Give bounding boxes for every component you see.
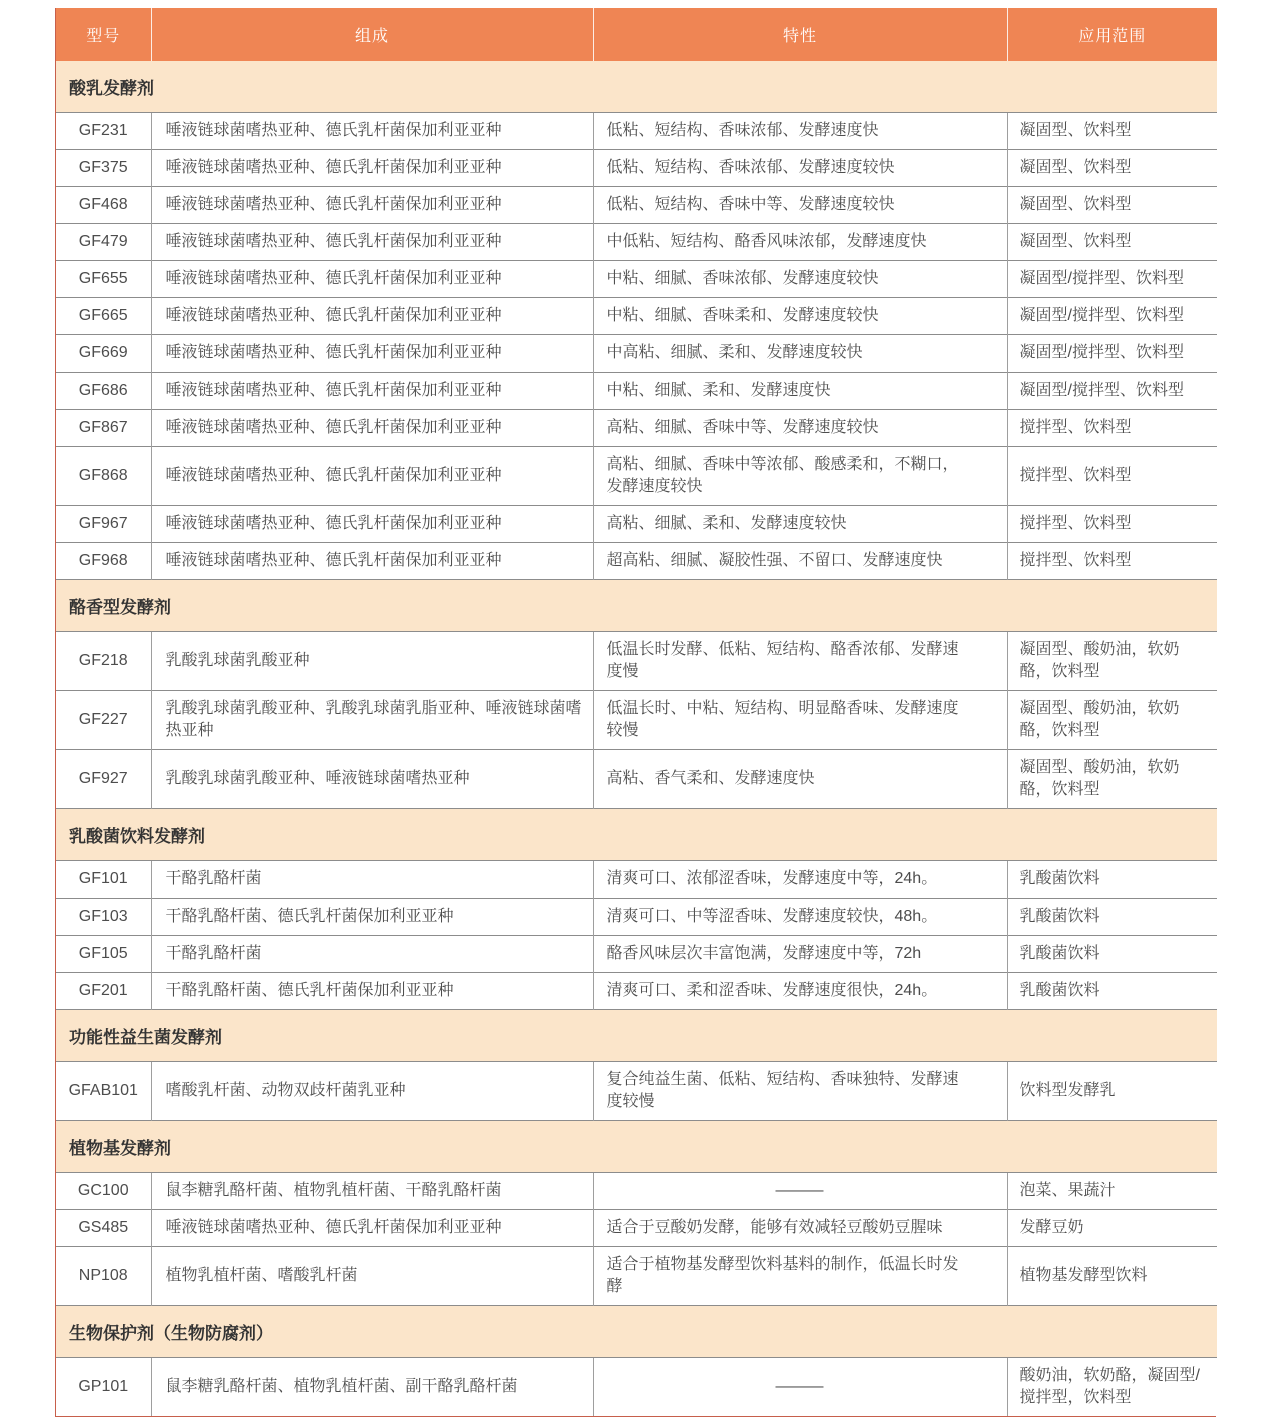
table-body [56, 61, 1217, 1416]
table-row [56, 224, 1217, 261]
composition-cell: 唾液链球菌嗜热亚种、德氏乳杆菌保加利亚亚种 [151, 261, 593, 298]
application-cell: 搅拌型、饮料型 [1007, 542, 1217, 579]
composition-cell: 干酪乳酪杆菌 [151, 935, 593, 972]
model-cell: GF868 [56, 446, 151, 505]
table-row [56, 898, 1217, 935]
model-cell: GF686 [56, 372, 151, 409]
composition-cell: 鼠李糖乳酪杆菌、植物乳植杆菌、干酪乳酪杆菌 [151, 1172, 593, 1209]
table-row [56, 187, 1217, 224]
table-row [56, 505, 1217, 542]
table-row [56, 1358, 1217, 1417]
application-cell: 乳酸菌饮料 [1007, 935, 1217, 972]
table-row [56, 935, 1217, 972]
composition-cell: 唾液链球菌嗜热亚种、德氏乳杆菌保加利亚亚种 [151, 150, 593, 187]
section-title: 功能性益生菌发酵剂 [56, 1009, 1217, 1061]
traits-cell: 中粘、细腻、香味浓郁、发酵速度较快 [593, 261, 1007, 298]
model-cell: GF218 [56, 632, 151, 691]
model-cell: GC100 [56, 1172, 151, 1209]
section-row [56, 61, 1217, 113]
section-row [56, 1120, 1217, 1172]
section-row [56, 1306, 1217, 1358]
table-row [56, 861, 1217, 898]
composition-cell: 干酪乳酪杆菌、德氏乳杆菌保加利亚亚种 [151, 972, 593, 1009]
table-row [56, 691, 1217, 750]
composition-cell: 乳酸乳球菌乳酸亚种、唾液链球菌嗜热亚种 [151, 750, 593, 809]
table-row [56, 335, 1217, 372]
composition-cell: 乳酸乳球菌乳酸亚种 [151, 632, 593, 691]
composition-cell: 乳酸乳球菌乳酸亚种、乳酸乳球菌乳脂亚种、唾液链球菌嗜热亚种 [151, 691, 593, 750]
application-cell: 搅拌型、饮料型 [1007, 409, 1217, 446]
traits-cell: 低温长时发酵、低粘、短结构、酪香浓郁、发酵速度慢 [593, 632, 1007, 691]
application-cell: 凝固型、饮料型 [1007, 224, 1217, 261]
traits-cell: 清爽可口、中等涩香味、发酵速度较快，48h。 [593, 898, 1007, 935]
traits-cell: 中低粘、短结构、酪香风味浓郁，发酵速度快 [593, 224, 1007, 261]
model-cell: GF105 [56, 935, 151, 972]
table-row [56, 542, 1217, 579]
traits-cell: 清爽可口、柔和涩香味、发酵速度很快，24h。 [593, 972, 1007, 1009]
application-cell: 凝固型/搅拌型、饮料型 [1007, 298, 1217, 335]
section-title: 乳酸菌饮料发酵剂 [56, 809, 1217, 861]
application-cell: 凝固型/搅拌型、饮料型 [1007, 372, 1217, 409]
application-cell: 凝固型/搅拌型、饮料型 [1007, 261, 1217, 298]
traits-cell: 适合于植物基发酵型饮料基料的制作，低温长时发酵 [593, 1247, 1007, 1306]
model-cell: GF967 [56, 505, 151, 542]
composition-cell: 干酪乳酪杆菌 [151, 861, 593, 898]
table-row [56, 1172, 1217, 1209]
traits-cell: 复合纯益生菌、低粘、短结构、香味独特、发酵速度较慢 [593, 1061, 1007, 1120]
traits-cell: ——— [593, 1358, 1007, 1417]
traits-cell: 高粘、细腻、香味中等、发酵速度较快 [593, 409, 1007, 446]
traits-cell: 中高粘、细腻、柔和、发酵速度较快 [593, 335, 1007, 372]
composition-cell: 唾液链球菌嗜热亚种、德氏乳杆菌保加利亚亚种 [151, 372, 593, 409]
composition-cell: 鼠李糖乳酪杆菌、植物乳植杆菌、副干酪乳酪杆菌 [151, 1358, 593, 1417]
traits-cell: 高粘、细腻、柔和、发酵速度较快 [593, 505, 1007, 542]
composition-cell: 唾液链球菌嗜热亚种、德氏乳杆菌保加利亚亚种 [151, 542, 593, 579]
model-cell: GF468 [56, 187, 151, 224]
traits-cell: 低粘、短结构、香味中等、发酵速度较快 [593, 187, 1007, 224]
model-cell: GF867 [56, 409, 151, 446]
composition-cell: 唾液链球菌嗜热亚种、德氏乳杆菌保加利亚亚种 [151, 298, 593, 335]
traits-cell: ——— [593, 1172, 1007, 1209]
table-row [56, 446, 1217, 505]
column-header-model: 型号 [56, 8, 151, 61]
model-cell: GF669 [56, 335, 151, 372]
traits-cell: 低粘、短结构、香味浓郁、发酵速度较快 [593, 150, 1007, 187]
table-row [56, 261, 1217, 298]
fermentation-agents-table [56, 8, 1217, 1416]
composition-cell: 唾液链球菌嗜热亚种、德氏乳杆菌保加利亚亚种 [151, 446, 593, 505]
traits-cell: 适合于豆酸奶发酵，能够有效减轻豆酸奶豆腥味 [593, 1210, 1007, 1247]
traits-cell: 中粘、细腻、香味柔和、发酵速度较快 [593, 298, 1007, 335]
section-row [56, 580, 1217, 632]
product-catalog-table [55, 8, 1216, 1417]
table-row [56, 1247, 1217, 1306]
composition-cell: 嗜酸乳杆菌、动物双歧杆菌乳亚种 [151, 1061, 593, 1120]
application-cell: 凝固型、饮料型 [1007, 113, 1217, 150]
application-cell: 泡菜、果蔬汁 [1007, 1172, 1217, 1209]
table-row [56, 113, 1217, 150]
section-row [56, 1009, 1217, 1061]
section-title: 生物保护剂（生物防腐剂） [56, 1306, 1217, 1358]
application-cell: 凝固型、酸奶油，软奶酪，饮料型 [1007, 691, 1217, 750]
traits-cell: 高粘、细腻、香味中等浓郁、酸感柔和，不糊口，发酵速度较快 [593, 446, 1007, 505]
traits-cell: 超高粘、细腻、凝胶性强、不留口、发酵速度快 [593, 542, 1007, 579]
table-row [56, 409, 1217, 446]
column-header-application: 应用范围 [1007, 8, 1217, 61]
model-cell: GF968 [56, 542, 151, 579]
application-cell: 凝固型、饮料型 [1007, 150, 1217, 187]
application-cell: 发酵豆奶 [1007, 1210, 1217, 1247]
model-cell: GP101 [56, 1358, 151, 1417]
table-row [56, 972, 1217, 1009]
model-cell: GF231 [56, 113, 151, 150]
traits-cell: 低温长时、中粘、短结构、明显酪香味、发酵速度较慢 [593, 691, 1007, 750]
model-cell: GF201 [56, 972, 151, 1009]
composition-cell: 唾液链球菌嗜热亚种、德氏乳杆菌保加利亚亚种 [151, 409, 593, 446]
application-cell: 凝固型、饮料型 [1007, 187, 1217, 224]
model-cell: GF927 [56, 750, 151, 809]
application-cell: 乳酸菌饮料 [1007, 972, 1217, 1009]
composition-cell: 唾液链球菌嗜热亚种、德氏乳杆菌保加利亚亚种 [151, 224, 593, 261]
model-cell: GFAB101 [56, 1061, 151, 1120]
application-cell: 凝固型、酸奶油，软奶酪，饮料型 [1007, 750, 1217, 809]
composition-cell: 植物乳植杆菌、嗜酸乳杆菌 [151, 1247, 593, 1306]
table-row [56, 150, 1217, 187]
table-row [56, 298, 1217, 335]
model-cell: GF655 [56, 261, 151, 298]
application-cell: 植物基发酵型饮料 [1007, 1247, 1217, 1306]
model-cell: NP108 [56, 1247, 151, 1306]
traits-cell: 清爽可口、浓郁涩香味，发酵速度中等，24h。 [593, 861, 1007, 898]
composition-cell: 唾液链球菌嗜热亚种、德氏乳杆菌保加利亚亚种 [151, 505, 593, 542]
model-cell: GF479 [56, 224, 151, 261]
table-row [56, 1210, 1217, 1247]
application-cell: 酸奶油，软奶酪，凝固型/搅拌型，饮料型 [1007, 1358, 1217, 1417]
application-cell: 凝固型/搅拌型、饮料型 [1007, 335, 1217, 372]
application-cell: 搅拌型、饮料型 [1007, 505, 1217, 542]
column-header-traits: 特性 [593, 8, 1007, 61]
model-cell: GF375 [56, 150, 151, 187]
traits-cell: 中粘、细腻、柔和、发酵速度快 [593, 372, 1007, 409]
table-row [56, 372, 1217, 409]
traits-cell: 低粘、短结构、香味浓郁、发酵速度快 [593, 113, 1007, 150]
table-row [56, 1061, 1217, 1120]
composition-cell: 唾液链球菌嗜热亚种、德氏乳杆菌保加利亚亚种 [151, 1210, 593, 1247]
section-title: 酪香型发酵剂 [56, 580, 1217, 632]
traits-cell: 酪香风味层次丰富饱满，发酵速度中等，72h [593, 935, 1007, 972]
application-cell: 搅拌型、饮料型 [1007, 446, 1217, 505]
traits-cell: 高粘、香气柔和、发酵速度快 [593, 750, 1007, 809]
table-row [56, 750, 1217, 809]
model-cell: GF665 [56, 298, 151, 335]
composition-cell: 唾液链球菌嗜热亚种、德氏乳杆菌保加利亚亚种 [151, 335, 593, 372]
model-cell: GF101 [56, 861, 151, 898]
application-cell: 乳酸菌饮料 [1007, 898, 1217, 935]
section-title: 植物基发酵剂 [56, 1120, 1217, 1172]
section-title: 酸乳发酵剂 [56, 61, 1217, 113]
column-header-composition: 组成 [151, 8, 593, 61]
composition-cell: 干酪乳酪杆菌、德氏乳杆菌保加利亚亚种 [151, 898, 593, 935]
application-cell: 饮料型发酵乳 [1007, 1061, 1217, 1120]
application-cell: 凝固型、酸奶油，软奶酪，饮料型 [1007, 632, 1217, 691]
table-header-row [56, 8, 1217, 61]
composition-cell: 唾液链球菌嗜热亚种、德氏乳杆菌保加利亚亚种 [151, 113, 593, 150]
application-cell: 乳酸菌饮料 [1007, 861, 1217, 898]
composition-cell: 唾液链球菌嗜热亚种、德氏乳杆菌保加利亚亚种 [151, 187, 593, 224]
table-row [56, 632, 1217, 691]
model-cell: GF103 [56, 898, 151, 935]
section-row [56, 809, 1217, 861]
model-cell: GF227 [56, 691, 151, 750]
model-cell: GS485 [56, 1210, 151, 1247]
